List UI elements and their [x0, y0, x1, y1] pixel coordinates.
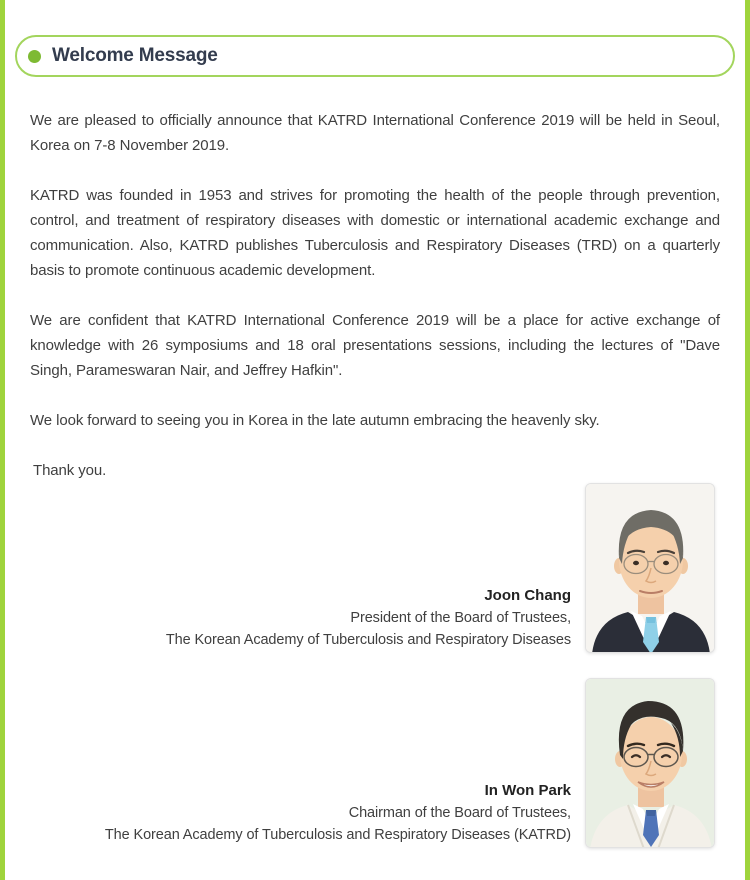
left-accent-bar [0, 0, 5, 880]
green-dot-icon [28, 50, 41, 63]
signatory-role: President of the Board of Trustees, [350, 610, 571, 626]
page-title: Welcome Message [52, 45, 218, 66]
paragraph-closing: We look forward to seeing you in Korea in the late autumn embracing the heavenly sky. [30, 412, 600, 429]
signatory-organization: The Korean Academy of Tuberculosis and Respiratory Diseases [165, 632, 571, 648]
signatory-organization: The Korean Academy of Tuberculosis and Respiratory Diseases (KATRD) [104, 827, 571, 843]
right-accent-bar [745, 0, 750, 880]
welcome-message-header [15, 35, 735, 77]
signatory-name: In Won Park [484, 782, 571, 799]
signature-block-joon-chang [30, 483, 720, 653]
signatory-name: Joon Chang [484, 587, 571, 604]
paragraph-conference-program: We are confident that KATRD International Conference 2019 will be a place for active exchange of knowledge with 26 symposiums and 18 oral presentations sessions, including the lectures of "Dave Singh, Parameswaran Nair, and Jeffrey Hafkin". [30, 312, 720, 379]
signature-text [30, 584, 585, 653]
signature-block-in-won-park [30, 678, 720, 848]
joon-chang-portrait-icon [585, 483, 715, 653]
signature-text [30, 779, 585, 848]
paragraph-announcement: We are pleased to officially announce that KATRD International Conference 2019 will be held in Seoul, Korea on 7-8 November 2019. [30, 112, 720, 154]
thank-you-line: Thank you. [33, 462, 107, 479]
signatory-role: Chairman of the Board of Trustees, [348, 805, 571, 821]
welcome-message-body [0, 77, 750, 848]
in-won-park-portrait-icon [585, 678, 715, 848]
paragraph-katrd-history: KATRD was founded in 1953 and strives for promoting the health of the people through prevention, control, and treatment of respiratory diseases with domestic or international academic exchange and communication. Also, KATRD publishes Tuberculosis and Respiratory Diseases (TRD) on a quarterly basis to promote continuous academic development. [30, 187, 720, 279]
